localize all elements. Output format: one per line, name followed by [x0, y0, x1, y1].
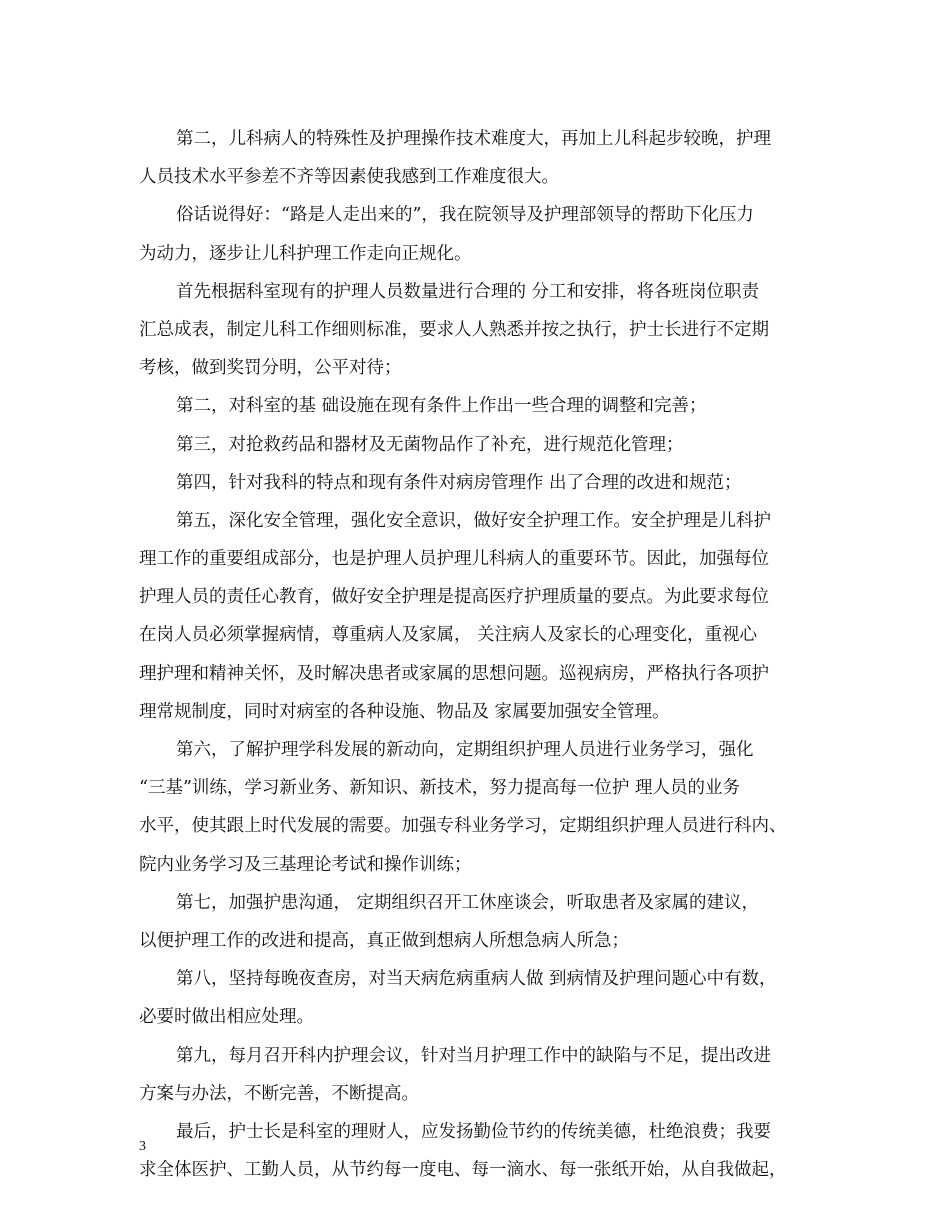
text-line: 最后，护士长是科室的理财人，应发扬勤俭节约的传统美德，杜绝浪费；我要	[176, 1121, 771, 1142]
text-line: 必要时做出相应处理。	[139, 1007, 314, 1028]
text-line: “三基”训练，学习新业务、新知识、新技术，努力提高每一位护 理人员的业务	[139, 778, 740, 799]
text-line: 第六，了解护理学科发展的新动向，定期组织护理人员进行业务学习，强化	[176, 740, 754, 760]
body-text	[139, 120, 839, 1189]
text-line: 在岗人员必须掌握病情，尊重病人及家属， 关注病人及家长的心理变化，重视心	[139, 625, 758, 646]
text-line: 方案与办法，不断完善，不断提高。	[139, 1083, 419, 1104]
text-line: 第三，对抢救药品和器材及无菌物品作了补充，进行规范化管理；	[176, 434, 684, 455]
text-line: 第二，对科室的基 础设施在现有条件上作出一些合理的调整和完善；	[176, 396, 707, 417]
text-line: 为动力，逐步让儿科护理工作走向正规化。	[139, 243, 472, 264]
text-line: 理常规制度，同时对病室的各种设施、物品及 家属要加强安全管理。	[139, 701, 670, 722]
text-line: 首先根据科室现有的护理人员数量进行合理的 分工和安排，将各班岗位职责	[176, 281, 760, 302]
page-number: 3	[139, 1139, 146, 1154]
text-line: 第四，针对我科的特点和现有条件对病房管理作 出了合理的改进和规范；	[176, 472, 742, 493]
text-line: 第九，每月召开科内护理会议，针对当月护理工作中的缺陷与不足，提出改进	[176, 1045, 771, 1066]
text-line: 第七，加强护患沟通， 定期组织召开工休座谈会，听取患者及家属的建议，	[176, 892, 760, 913]
text-line: 汇总成表，制定儿科工作细则标准，要求人人熟悉并按之执行，护士长进行不定期	[139, 319, 769, 340]
text-line: 考核，做到奖罚分明，公平对待；	[139, 358, 402, 379]
text-line: 以便护理工作的改进和提高，真正做到想病人所想急病人所急；	[139, 930, 629, 951]
text-line: 求全体医护、工勤人员，从节约每一度电、每一滴水、每一张纸开始，从自我做起，	[139, 1160, 787, 1181]
text-line: 第五，深化安全管理，强化安全意识，做好安全护理工作。安全护理是儿科护	[176, 510, 771, 531]
text-line: 理工作的重要组成部分，也是护理人员护理儿科病人的重要环节。因此，加强每位	[139, 549, 769, 570]
text-line: 俗话说得好：“路是人走出来的”，我在院领导及护理部领导的帮助下化压力	[176, 205, 754, 226]
text-line: 人员技术水平参差不齐等因素使我感到工作难度很大。	[139, 167, 559, 188]
text-line: 水平，使其跟上时代发展的需要。加强专科业务学习，定期组织护理人员进行科内、	[139, 816, 787, 837]
text-line: 理护理和精神关怀，及时解决患者或家属的思想问题。巡视病房，严格执行各项护	[139, 663, 769, 684]
text-line: 第八，坚持每晚夜查房，对当天病危病重病人做 到病情及护理问题心中有数，	[176, 969, 777, 990]
text-line: 第二，儿科病人的特殊性及护理操作技术难度大，再加上儿科起步较晚，护理	[176, 129, 771, 149]
text-line: 护理人员的责任心教育，做好安全护理是提高医疗护理质量的要点。为此要求每位	[139, 587, 769, 608]
text-line: 院内业务学习及三基理论考试和操作训练；	[139, 854, 472, 875]
